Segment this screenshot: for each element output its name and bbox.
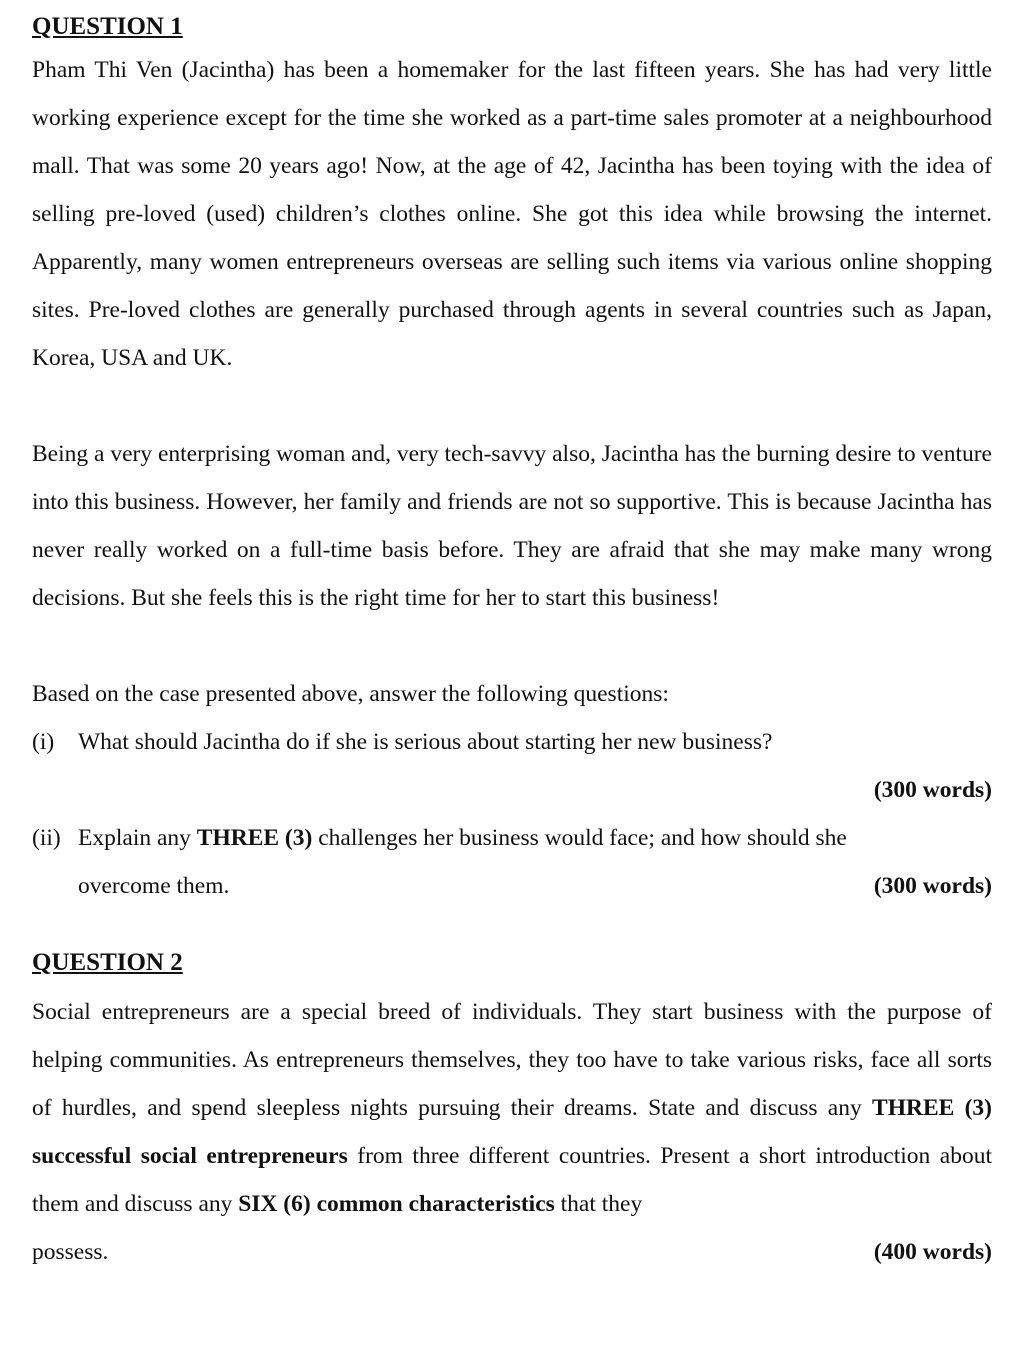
- sub-question-i-number: (i): [32, 729, 55, 755]
- question-2-text-2: from three different countries. Present a short introduction about them and discuss any: [32, 1143, 992, 1217]
- sub-question-i: [32, 718, 992, 766]
- question-2-text-last: possess.: [32, 1239, 109, 1265]
- sub-question-ii-number: (ii): [32, 825, 61, 851]
- question-2-paragraph: [32, 988, 992, 1228]
- sub-question-ii-word-count: (300 words): [873, 873, 992, 899]
- sub-question-ii-text: [78, 814, 992, 862]
- sub-question-ii-last-line: [32, 862, 992, 910]
- sub-question-i-word-count: (300 words): [873, 777, 992, 803]
- question-2-emphasis-1: THREE (3) successful social entrepreneurs: [32, 1095, 992, 1169]
- sub-question-ii: [32, 814, 992, 862]
- sub-question-ii-text-end: challenges her business would face; and how should she: [312, 825, 847, 851]
- sub-question-ii-text-last: overcome them.: [78, 873, 230, 899]
- sub-question-ii-emphasis: THREE (3): [196, 825, 313, 851]
- question-1-title: QUESTION 1: [32, 13, 183, 40]
- document-page: [32, 0, 992, 1276]
- question-2-emphasis-2: SIX (6) common characteristics: [238, 1191, 555, 1217]
- question-2-title: QUESTION 2: [32, 949, 183, 976]
- sub-question-ii-text-start: Explain any: [78, 825, 197, 851]
- spacer: [32, 622, 992, 670]
- sub-question-i-text: What should Jacintha do if she is serious about starting her new business?: [78, 729, 773, 755]
- question-1-prompt: Based on the case presented above, answer the following questions:: [32, 681, 669, 707]
- question-2-text-1: Social entrepreneurs are a special breed of individuals. They start business with the purpose of helping communities. As entrepreneurs themselves, they too have to take various risks, face all sorts of hurdles, and spend sleepless nights pursuing their dreams. State and discuss any: [32, 999, 992, 1121]
- question-1-paragraph-2: Being a very enterprising woman and, very tech-savvy also, Jacintha has the burning desire to venture into this business. However, her family and friends are not so supportive. This is because Jacintha has never really worked on a full-time basis before. They are afraid that she may make many wrong decisions. But she feels this is the right time for her to start this business!: [32, 441, 992, 611]
- spacer: [32, 910, 992, 948]
- question-2-word-count: (400 words): [873, 1239, 992, 1265]
- spacer: [32, 382, 992, 430]
- question-2-text-3: that they: [554, 1191, 643, 1217]
- question-2-last-line: [32, 1228, 992, 1276]
- question-1-paragraph-1: Pham Thi Ven (Jacintha) has been a homemaker for the last fifteen years. She has had very little working experience except for the time she worked as a part-time sales promoter at a neighbourhood mall. That was some 20 years ago! Now, at the age of 42, Jacintha has been toying with the idea of selling pre-loved (used) children’s clothes online. She got this idea while browsing the internet. Apparently, many women entrepreneurs overseas are selling such items via various online shopping sites. Pre-loved clothes are generally purchased through agents in several countries such as Japan, Korea, USA and UK.: [32, 57, 992, 371]
